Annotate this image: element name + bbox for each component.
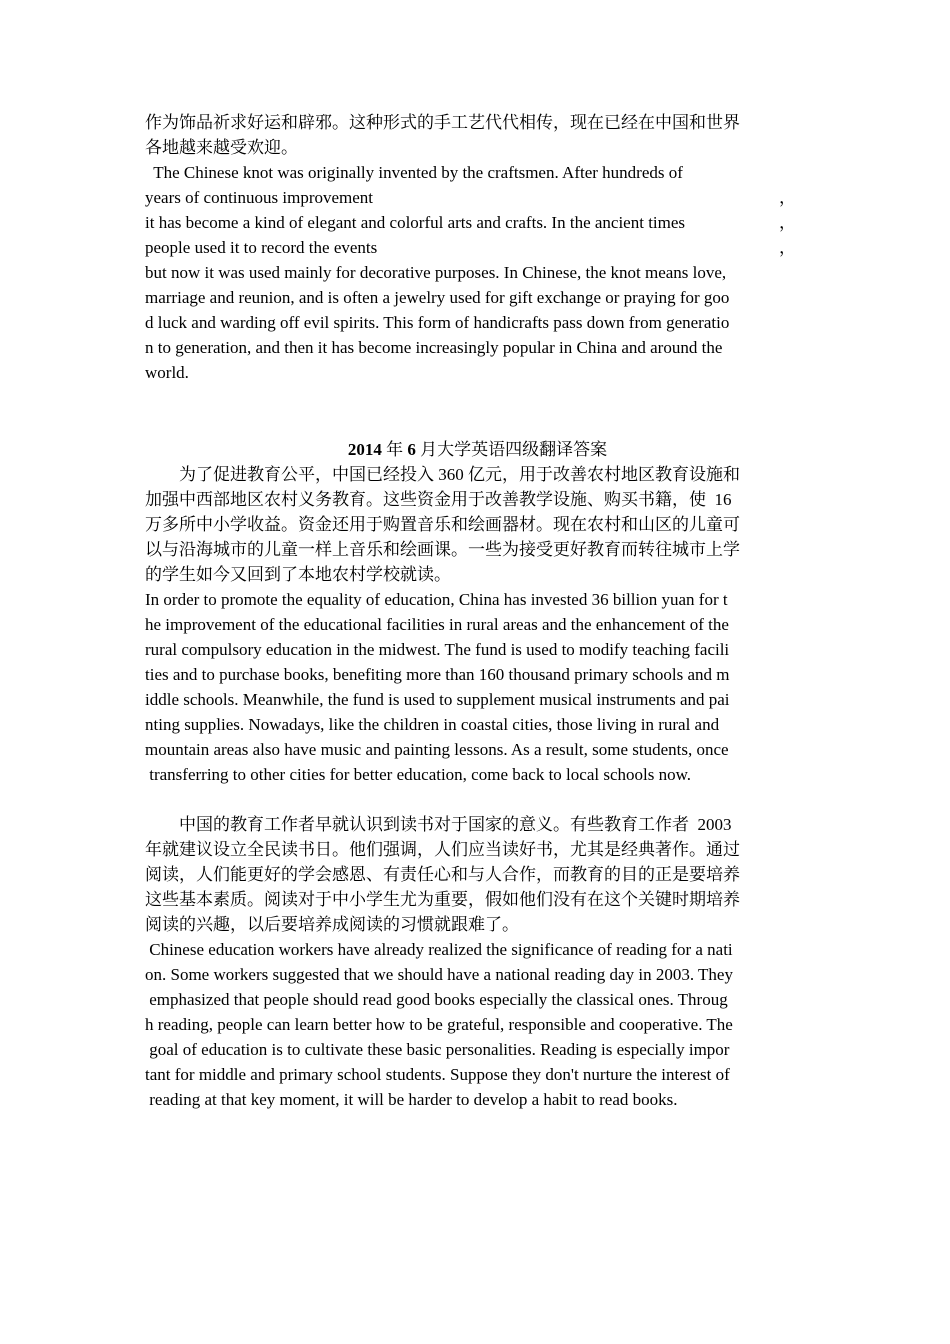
en-line [145,210,810,235]
zh-line: 年就建议设立全民读书日。他们强调，人们应当读好书，尤其是经典著作。通过 [145,840,740,859]
comma: ， [779,238,796,257]
zh-line: 以与沿海城市的儿童一样上音乐和绘画课。一些为接受更好教育而转往城市上学 [145,540,740,559]
en-line: rural compulsory education in the midwest. The fund is used to modify teaching facili [145,640,730,659]
chinese-knot-section [145,110,810,385]
spacer [145,787,810,812]
en-line: Chinese education workers have already realized the significance of reading for a nati [145,940,733,959]
zh-line: 加强中西部地区农村义务教育。这些资金用于改善教学设施、购买书籍，使 16 [145,490,732,509]
en-line: In order to promote the equality of education, China has invested 36 billion yuan for t [145,590,728,609]
en-line: emphasized that people should read good books especially the classical ones. Throug [145,990,728,1009]
reading-section [145,812,810,1112]
en-line: nting supplies. Nowadays, like the children in coastal cities, those living in rural and [145,715,720,734]
en-line: on. Some workers suggested that we should have a national reading day in 2003. They [145,965,733,984]
zh-line: 万多所中小学收益。资金还用于购置音乐和绘画器材。现在农村和山区的儿童可 [145,515,740,534]
zh-line: 阅读的兴趣，以后要培养成阅读的习惯就跟难了。 [145,915,519,934]
spacer [145,385,810,435]
document-page [145,110,810,1112]
section-title [145,437,810,462]
comma: ， [779,188,796,207]
en-line: n to generation, and then it has become increasingly popular in China and around the [145,338,723,357]
title-text: 年 [381,440,408,459]
en-line-text: years of continuous improvement [145,188,374,207]
title-text: 月大学英语四级翻译答案 [415,440,608,459]
en-line-text: it has become a kind of elegant and colorful arts and crafts. In the ancient times [145,213,686,232]
en-line: goal of education is to cultivate these basic personalities. Reading is especially impor [145,1040,730,1059]
zh-line: 阅读，人们能更好的学会感恩、有责任心和与人合作，而教育的目的正是要培养 [145,865,740,884]
en-line: The Chinese knot was originally invented by the craftsmen. After hundreds of [145,163,683,182]
zh-line: 为了促进教育公平，中国已经投入 360 亿元，用于改善农村地区教育设施和 [145,465,740,484]
education-funding-section [145,437,810,787]
en-line-text: people used it to record the events [145,238,378,257]
en-line: tant for middle and primary school students. Suppose they don't nurture the interest of [145,1065,730,1084]
en-line: he improvement of the educational facilities in rural areas and the enhancement of the [145,615,729,634]
en-line [145,235,810,260]
en-line: world. [145,363,189,382]
zh-line: 的学生如今又回到了本地农村学校就读。 [145,565,451,584]
en-line: ties and to purchase books, benefiting more than 160 thousand primary schools and m [145,665,730,684]
title-year: 2014 [347,440,382,459]
en-line: d luck and warding off evil spirits. This form of handicrafts pass down from generatio [145,313,730,332]
title-month: 6 [407,440,416,459]
en-line: marriage and reunion, and is often a jewelry used for gift exchange or praying for goo [145,288,730,307]
en-line: h reading, people can learn better how to be grateful, responsible and cooperative. The [145,1015,733,1034]
en-line: mountain areas also have music and painting lessons. As a result, some students, once [145,740,729,759]
zh-line: 中国的教育工作者早就认识到读书对于国家的意义。有些教育工作者 2003 [145,815,732,834]
comma: ， [779,213,796,232]
en-line: transferring to other cities for better education, come back to local schools now. [145,765,692,784]
zh-line: 作为饰品祈求好运和辟邪。这种形式的手工艺代代相传，现在已经在中国和世界 [145,113,740,132]
zh-line: 这些基本素质。阅读对于中小学生尤为重要，假如他们没有在这个关键时期培养 [145,890,740,909]
en-line [145,185,810,210]
en-line: but now it was used mainly for decorative purposes. In Chinese, the knot means love, [145,263,727,282]
en-line: reading at that key moment, it will be harder to develop a habit to read books. [145,1090,678,1109]
en-line: iddle schools. Meanwhile, the fund is used to supplement musical instruments and pai [145,690,730,709]
zh-line: 各地越来越受欢迎。 [145,138,298,157]
